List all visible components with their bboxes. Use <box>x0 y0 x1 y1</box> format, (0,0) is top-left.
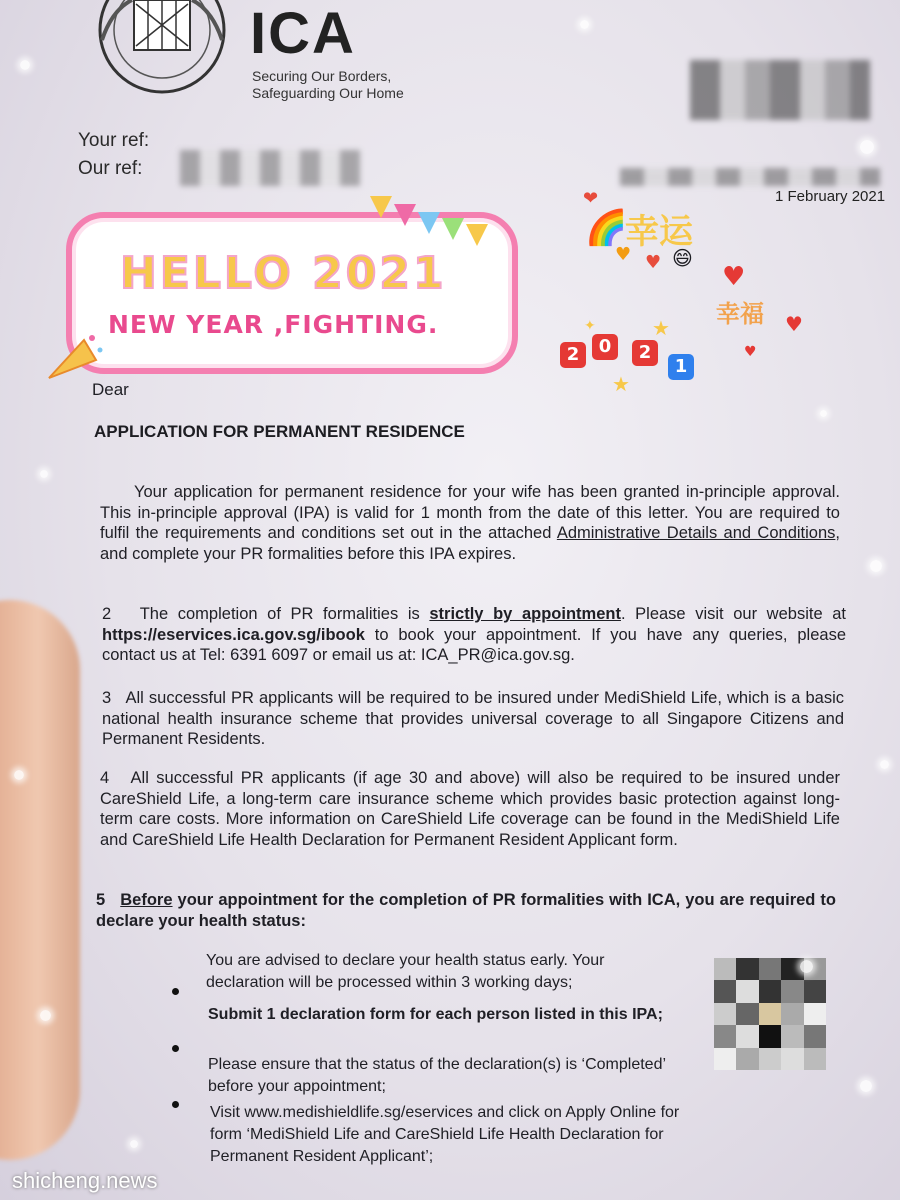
our-ref-label: Our ref: <box>78 158 143 179</box>
year-digit-block: 2 <box>632 340 658 366</box>
bullet-item: Visit www.medishieldlife.sg/eservices and click on Apply Online for form ‘MediShield Life and CareShield Life Health Declaration for Permanent Resident Applicant’; <box>210 1104 680 1165</box>
bullet-dot <box>172 1045 179 1052</box>
paragraph-1: Your application for permanent residence for your wife has been granted in-principle approval. This in-principle approval (IPA) is valid for 1 month from the date of this letter. You are required to fulfil the requirements and conditions set out in the attached Administrative Details and Conditions, and complete your PR formalities before this IPA expires. <box>100 483 840 563</box>
bullet-dot <box>172 988 179 995</box>
ica-seal-logo <box>72 0 232 100</box>
admin-details-link: Administrative Details and Conditions <box>556 524 836 542</box>
redacted-ref <box>180 150 360 186</box>
salutation: Dear <box>92 380 129 399</box>
star-icon: ★ <box>612 372 630 396</box>
bunting-flag-icon <box>370 196 392 218</box>
star-icon: ✦ <box>584 318 596 334</box>
bunting-flag-icon <box>442 218 464 240</box>
heart-icon: ♥ <box>744 344 757 360</box>
year-digit-block: 2 <box>560 342 586 368</box>
bullet-item: Submit 1 declaration form for each person listed in this IPA; <box>208 1006 663 1023</box>
strictly-by-appointment: strictly by appointment <box>429 605 621 623</box>
ica-logo-text: ICA <box>250 1 356 66</box>
fortune-chinese-text: 幸福 <box>716 300 764 328</box>
paragraph-3: 3 All successful PR applicants will be required to be insured under MediShield Life, which is a basic national health insurance scheme that provides universal coverage to all Singapore Citizens and Permanent Residents. <box>102 689 845 748</box>
banner-subtitle: NEW YEAR ,FIGHTING. <box>108 310 439 339</box>
ibook-url: https://eservices.ica.gov.sg/ibook <box>102 625 365 644</box>
bullet-item: You are advised to declare your health status early. Your declaration will be processed within 3 working days; <box>206 952 605 991</box>
letter-date: 1 February 2021 <box>775 188 886 205</box>
heart-icon: ♥ <box>615 244 632 265</box>
bunting-flag-icon <box>466 224 488 246</box>
ica-tagline: Securing Our Borders, Safeguarding Our Home <box>252 68 404 101</box>
heart-icon: ♥ <box>785 312 803 336</box>
pixelated-qr-code <box>714 958 826 1070</box>
paragraph-4: 4 All successful PR applicants (if age 30 and above) will also be required to be insured under CareShield Life, a long-term care insurance scheme which provides basic protection against long-term care costs. More information on CareShield Life coverage can be found in the MediShield Life and CareShield Life Health Declaration for Permanent Resident Applicant form. <box>100 769 840 849</box>
smile-emoji-icon: 😄 <box>672 246 693 270</box>
watermark: shicheng.news <box>12 1168 158 1193</box>
star-icon: ★ <box>652 316 670 340</box>
bullet-item: Please ensure that the status of the declaration(s) is ‘Completed’ before your appointment; <box>208 1056 666 1095</box>
heart-icon: ♥ <box>645 252 662 273</box>
redacted-address <box>690 60 870 120</box>
year-digit-block: 0 <box>592 334 618 360</box>
bunting-flag-icon <box>418 212 440 234</box>
bullet-dot <box>172 1101 179 1108</box>
redacted-address-line2 <box>620 168 880 186</box>
year-digit-block: 1 <box>668 354 694 380</box>
your-ref-label: Your ref: <box>78 130 150 151</box>
party-popper-icon <box>44 330 104 380</box>
heart-icon: ❤ <box>583 188 599 209</box>
bunting-flag-icon <box>394 204 416 226</box>
heart-icon: ♥ <box>722 262 746 292</box>
letter-heading: APPLICATION FOR PERMANENT RESIDENCE <box>94 422 465 441</box>
paragraph-5: 5 Before your appointment for the completion of PR formalities with ICA, you are required to declare your health status: <box>96 891 836 930</box>
thumb <box>0 600 80 1160</box>
luck-chinese-text: 幸运 <box>625 212 693 252</box>
banner-title: HELLO 2021 <box>120 248 447 299</box>
rainbow-icon: 🌈 <box>585 208 628 248</box>
paragraph-2: 2 The completion of PR formalities is strictly by appointment. Please visit our website at https://eservices.ica.gov.sg/ibook to book your appointment. If you have any queries, please contact us at Tel: 6391 6097 or email us at: ICA_PR@ica.gov.sg. <box>102 605 846 664</box>
